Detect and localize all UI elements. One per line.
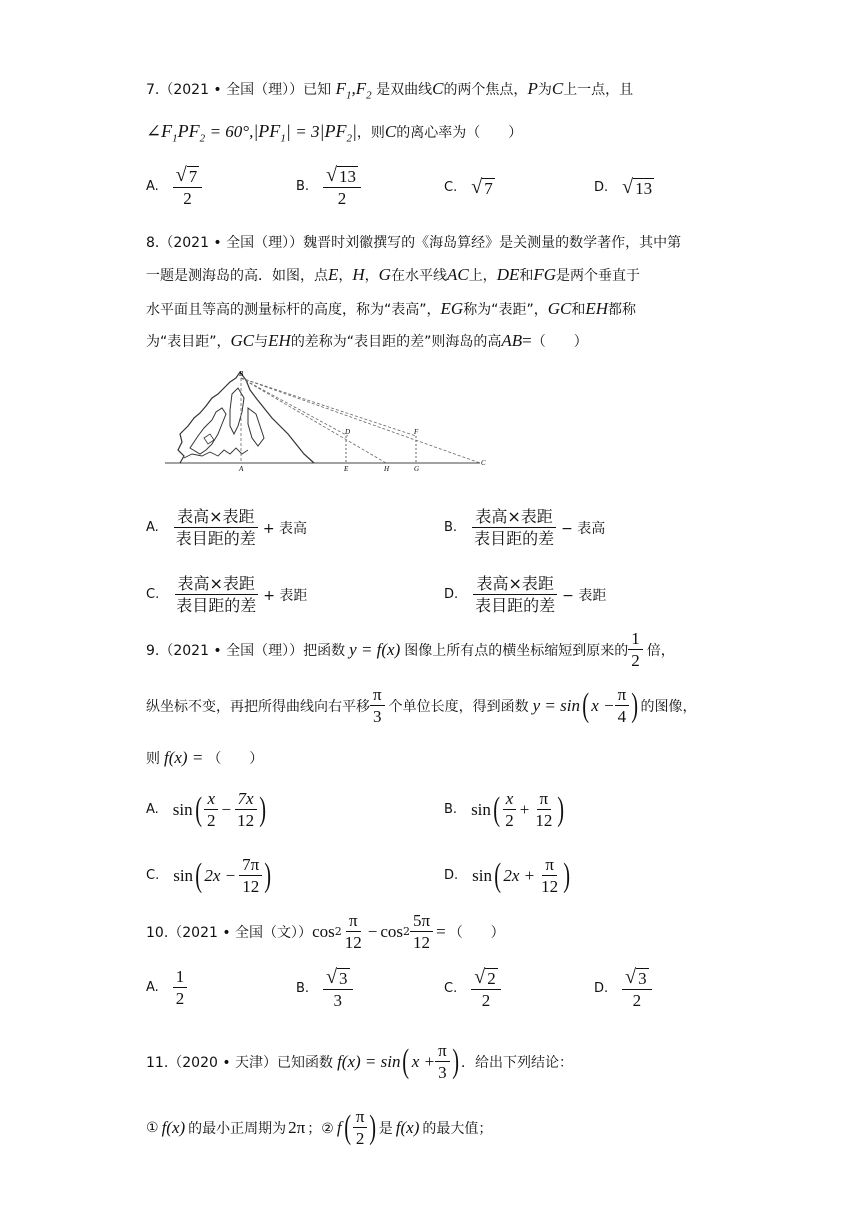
denominator: 2 xyxy=(337,189,347,208)
q8-line4 xyxy=(146,330,588,353)
q8-line3 xyxy=(146,298,636,321)
lead-term: 2x + xyxy=(503,865,536,885)
label-a: A xyxy=(239,465,244,472)
q8-ab: AB xyxy=(501,331,523,350)
radicand: 3 xyxy=(339,969,348,988)
q9-question: （ ） xyxy=(207,751,264,767)
radical: √ 13 xyxy=(622,176,653,198)
q7-stem-b: 是双曲线 xyxy=(376,82,433,98)
numerator: 1 xyxy=(173,966,188,988)
q8-text: 上， xyxy=(468,268,497,284)
q8-eh: EH xyxy=(268,331,291,350)
radicand: 2 xyxy=(487,969,496,988)
numerator: π xyxy=(537,788,552,810)
label-b: B xyxy=(239,370,244,378)
cos-fn: cos xyxy=(312,921,335,941)
denominator: 3 xyxy=(333,991,343,1010)
numerator: 7π xyxy=(239,854,262,876)
fraction: √ 3 3 xyxy=(323,966,352,1011)
q7-f2: F xyxy=(355,79,367,98)
fraction xyxy=(410,910,433,953)
q8-l2-text: 一题是测海岛的高．如图，点 xyxy=(146,268,328,284)
q8-text: 都称 xyxy=(608,302,636,318)
q8-eg: EG xyxy=(440,299,464,318)
fraction xyxy=(342,910,365,953)
q10-line: 10.（2021 • 全国（文）） cos 2 $\frac{\pi}{12}$ − cos 2 $\frac{5\pi}{12}$ = （ ） xyxy=(146,911,505,952)
q11-period: 2π xyxy=(288,1117,306,1137)
q9-option-c[interactable]: C. sin ( 2x − $\frac{7\pi}{12}$ ) xyxy=(146,855,272,896)
fraction xyxy=(471,506,557,549)
option-tail: − 表高 xyxy=(561,520,606,537)
fraction xyxy=(628,628,643,671)
numerator: π xyxy=(370,684,385,706)
q8-text: 和 xyxy=(519,268,534,284)
denominator: 表目距的差 xyxy=(175,529,256,548)
denominator: 表目距的差 xyxy=(474,529,555,548)
fraction xyxy=(615,684,630,727)
option-tail: + 表距 xyxy=(263,587,308,604)
denominator: 3 xyxy=(438,1063,447,1082)
denominator: 12 xyxy=(237,811,255,830)
fraction xyxy=(472,573,558,616)
option-label: A. xyxy=(146,980,159,995)
q8-text: 称为“表距”， xyxy=(463,302,548,318)
numerator: 表高×表距 xyxy=(175,573,258,595)
equals: = xyxy=(436,921,446,941)
q8-equals: = xyxy=(522,331,532,350)
numerator: 表高×表距 xyxy=(174,506,257,528)
fraction xyxy=(370,684,385,727)
q8-text: 和 xyxy=(571,302,586,318)
numerator: π xyxy=(353,1106,368,1128)
q7-condition: $\angle F_1PF_2 = 60^\circ,|PF_1| = 3|PF_2|$ xyxy=(146,121,357,145)
q11-text: 的最小正周期为 xyxy=(188,1120,287,1137)
q11-stem: 11.（2020 • 天津）已知函数 xyxy=(146,1054,334,1071)
q8-option-b[interactable] xyxy=(444,506,605,549)
radicand: 7 xyxy=(188,167,198,186)
q7-stem-d: 的两个焦点， xyxy=(443,82,528,98)
denominator: 2 xyxy=(481,991,491,1010)
q8-sep: ， xyxy=(338,268,353,284)
denominator: 2 xyxy=(206,811,216,830)
radicand: 3 xyxy=(638,969,647,988)
q8-gc: GC xyxy=(547,299,572,318)
q9-option-a[interactable]: A. sin ( $\frac{x}{2}$ − $\frac{7x}{12}$ ) xyxy=(146,789,267,830)
q9-stem-b: 图像上所有点的横坐标缩短到原来的 xyxy=(404,642,629,659)
fraction xyxy=(239,854,262,897)
q7-p: P xyxy=(527,79,538,98)
fraction xyxy=(173,506,259,549)
q9-stem-text: 纵坐标不变，再把所得曲线向右平移 xyxy=(146,698,370,715)
q10-option-d[interactable] xyxy=(594,966,652,1011)
denominator: 2 xyxy=(632,991,642,1010)
q9-stem-text: 个单位长度，得到函数 xyxy=(388,698,529,715)
q11-line2: ① f(x) 的最小正周期为 2π ；② f ( $\frac{\pi}{2}$ ) 是 f(x) 的最大值； xyxy=(146,1107,493,1148)
numerator: π xyxy=(346,910,361,932)
denominator: 表目距的差 xyxy=(475,596,556,615)
fraction xyxy=(532,788,555,831)
q7-option-a[interactable] xyxy=(146,164,202,209)
q9-fx: f(x) = xyxy=(164,748,204,767)
numerator: x xyxy=(503,788,517,810)
numerator: π xyxy=(542,854,557,876)
q8-l4-text: 为“表目距”， xyxy=(146,334,231,350)
q9-line3 xyxy=(146,748,263,768)
q7-c2: C xyxy=(551,79,564,98)
q9-option-b[interactable]: B. sin ( $\frac{x}{2}$ + $\frac{\pi}{12}$ ) xyxy=(444,789,565,830)
q11-f: f xyxy=(336,1117,342,1137)
fraction xyxy=(353,1106,368,1149)
q9-stem-text: 的图像， xyxy=(640,698,697,715)
q8-l3-text: 水平面且等高的测量标杆的高度，称为“表高”， xyxy=(146,302,441,318)
option-label: C. xyxy=(146,868,160,883)
q7-option-b[interactable] xyxy=(296,164,361,209)
q8-h: H xyxy=(352,265,365,284)
q9-stem-c: 倍， xyxy=(646,642,675,659)
q9-function: y = f(x) xyxy=(349,639,401,659)
label-f: F xyxy=(414,428,419,436)
label-c: C xyxy=(481,459,486,467)
denominator: 12 xyxy=(541,877,559,896)
q8-option-d[interactable] xyxy=(444,573,606,616)
option-label: A. xyxy=(146,802,159,817)
fraction: √ 3 2 xyxy=(622,966,651,1011)
q8-sep: ， xyxy=(364,268,379,284)
operator: − xyxy=(221,799,232,819)
q11-text: 的最大值； xyxy=(422,1120,493,1137)
fraction: √ 13 2 xyxy=(323,164,361,209)
radicand: 13 xyxy=(635,179,653,198)
q11-function: f(x) = sin xyxy=(337,1051,401,1071)
option-label: C. xyxy=(444,180,458,195)
q8-text: 与 xyxy=(254,334,269,350)
option-label: B. xyxy=(296,179,310,194)
q9-target-fn: y = sin xyxy=(532,695,580,715)
label-g: G xyxy=(414,465,420,472)
q7-line2 xyxy=(146,120,522,150)
denominator: 3 xyxy=(373,707,382,726)
q8-line2 xyxy=(146,264,640,287)
q7-c: C xyxy=(432,79,444,98)
operator: + xyxy=(519,799,530,819)
q7-stem-start: 7.（2021 • 全国（理））已知 xyxy=(146,82,332,98)
q7-f1: F xyxy=(335,79,346,98)
denominator: 2 xyxy=(631,651,640,670)
denominator: 12 xyxy=(413,933,431,952)
radical: √ 7 xyxy=(471,176,493,198)
q10-option-b[interactable] xyxy=(296,966,353,1011)
q7-question: 的离心率为（ ） xyxy=(396,125,523,141)
lead-term: 2x − xyxy=(204,865,237,885)
radicand: 13 xyxy=(339,167,357,186)
numerator: 1 xyxy=(628,628,643,650)
q7-foci: $F_1,F_2$ xyxy=(335,79,372,102)
option-label: B. xyxy=(444,520,458,535)
q8-line1: 8.（2021 • 全国（理））魏晋时刘徽撰写的《海岛算经》是关测量的数学著作，其中第 xyxy=(146,235,682,251)
q7-c3: C xyxy=(384,122,397,141)
circle-one: ① xyxy=(146,1119,159,1136)
q8-text: 在水平线 xyxy=(390,268,447,284)
label-d: D xyxy=(345,428,351,436)
q7-stem-e: 为 xyxy=(537,82,552,98)
denominator: 2 xyxy=(355,1129,365,1148)
q8-option-c[interactable] xyxy=(146,573,307,616)
q7-stem-f: 上一点，且 xyxy=(563,82,634,98)
q8-text: 是两个垂直于 xyxy=(556,268,641,284)
numerator: 7x xyxy=(235,788,257,810)
q10-stem: 10.（2021 • 全国（文）） xyxy=(146,924,313,941)
denominator: 2 xyxy=(183,189,192,208)
option-label: D. xyxy=(594,981,609,996)
denominator: 12 xyxy=(242,877,260,896)
fraction xyxy=(173,966,188,1009)
fraction xyxy=(502,788,517,831)
option-label: C. xyxy=(146,587,160,602)
option-label: D. xyxy=(594,180,609,195)
q8-gc: GC xyxy=(230,331,255,350)
q8-text: 的差称为“表目距的差”则海岛的高 xyxy=(290,334,502,350)
numerator: π xyxy=(615,684,630,706)
fraction: √ 7 2 xyxy=(173,164,202,209)
radicand: 7 xyxy=(484,179,493,198)
denominator: 2 xyxy=(505,811,514,830)
q9-line2: 纵坐标不变，再把所得曲线向右平移 $\frac{\pi}{3}$ 个单位长度，得到函数 y = sin ( x − $\frac{\pi}{4}$ ) 的图像， xyxy=(146,685,697,726)
numerator: 表高×表距 xyxy=(472,506,555,528)
q11-fx: f(x) xyxy=(161,1117,186,1137)
q8-option-a[interactable] xyxy=(146,506,307,549)
island-figure xyxy=(160,368,500,472)
q8-eh: EH xyxy=(585,299,608,318)
q10-option-c[interactable] xyxy=(444,966,501,1011)
option-label: A. xyxy=(146,179,159,194)
numerator: x xyxy=(204,788,218,810)
q11-fx: f(x) xyxy=(395,1117,420,1137)
q9-stem-start: 9.（2021 • 全国（理））把函数 xyxy=(146,642,346,659)
option-label: B. xyxy=(444,802,458,817)
q11-text: 是 xyxy=(378,1120,393,1137)
q9-option-d[interactable]: D. sin ( 2x + $\frac{\pi}{12}$ ) xyxy=(444,855,571,896)
denominator: 2 xyxy=(175,989,185,1008)
q11-line1: 11.（2020 • 天津）已知函数 f(x) = sin ( x + $\frac{\pi}{3}$ ) ．给出下列结论： xyxy=(146,1041,573,1082)
q11-text: ；② xyxy=(307,1120,334,1137)
q8-de: DE xyxy=(496,265,520,284)
q8-g: G xyxy=(378,265,391,284)
option-label: D. xyxy=(444,587,459,602)
option-label: D. xyxy=(444,868,459,883)
q9-line1 xyxy=(146,628,675,671)
q8-question: （ ） xyxy=(531,334,588,350)
fraction xyxy=(234,788,257,831)
option-tail: + 表高 xyxy=(262,520,307,537)
q10-question: （ ） xyxy=(448,924,505,941)
q8-fg: FG xyxy=(533,265,557,284)
q8-ac: AC xyxy=(446,265,469,284)
fraction: √ 2 2 xyxy=(471,966,500,1011)
denominator: 4 xyxy=(617,707,627,726)
fraction xyxy=(204,788,219,831)
q11-stem-tail: ．给出下列结论： xyxy=(461,1054,573,1071)
fraction xyxy=(538,854,561,897)
fraction xyxy=(173,573,259,616)
denominator: 表目距的差 xyxy=(176,596,257,615)
label-e: E xyxy=(344,465,349,472)
q10-option-a[interactable] xyxy=(146,966,187,1009)
q11-arg: x + xyxy=(411,1051,436,1071)
denominator: 12 xyxy=(344,933,362,952)
fraction xyxy=(435,1040,450,1083)
option-tail: − 表距 xyxy=(562,587,607,604)
q9-arg: x − xyxy=(591,695,615,715)
numerator: π xyxy=(435,1040,450,1062)
denominator: 12 xyxy=(535,811,553,830)
operator: − xyxy=(367,921,378,941)
label-h: H xyxy=(384,465,390,472)
q7-line2-tail: ，则 xyxy=(356,125,385,141)
q7-line1 xyxy=(146,78,633,106)
q7-option-d[interactable] xyxy=(594,176,654,199)
option-label: A. xyxy=(146,520,159,535)
option-label: C. xyxy=(444,981,458,996)
q7-option-c[interactable] xyxy=(444,176,495,199)
option-label: B. xyxy=(296,981,310,996)
numerator: 5π xyxy=(410,910,433,932)
exponent: 2 xyxy=(334,925,342,938)
q9-stem-text: 则 xyxy=(146,751,160,767)
numerator: 表高×表距 xyxy=(473,573,556,595)
q8-e: E xyxy=(328,265,339,284)
